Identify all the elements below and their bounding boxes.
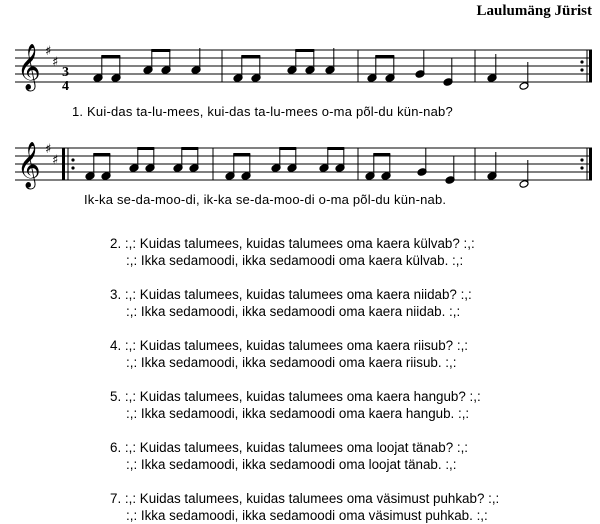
beam <box>137 147 154 150</box>
sharp-icon: ♯ <box>52 153 59 168</box>
beam <box>233 153 250 156</box>
verse-4 <box>110 337 468 371</box>
sharp-icon: ♯ <box>52 55 59 70</box>
treble-clef-icon: 𝄞 <box>17 142 41 188</box>
beam <box>279 147 296 150</box>
lyrics-line-1: 1. Kui-das ta-lu-mees, kui-das ta-lu-mees o-ma põl-du kün-nab? <box>72 104 453 119</box>
repeat-dot <box>71 166 74 169</box>
beam <box>327 147 344 150</box>
repeat-dot <box>580 68 583 71</box>
time-signature-top: 3 <box>62 65 69 80</box>
time-signature-bottom: 4 <box>62 79 69 94</box>
beam <box>375 55 394 58</box>
beam <box>181 147 198 150</box>
verse-answer: :,: Ikka sedamoodi, ikka sedamoodi oma kaera riisub. :,: <box>126 355 457 370</box>
verse-question: 2. :,: Kuidas talumees, kuidas talumees oma kaera külvab? :,: <box>110 236 475 251</box>
verse-3 <box>110 286 472 320</box>
sharp-icon: ♯ <box>45 142 52 157</box>
repeat-dot <box>71 158 74 161</box>
bar-line <box>62 148 65 180</box>
beam <box>151 49 170 52</box>
repeat-dot <box>580 158 583 161</box>
repeat-dot <box>580 60 583 63</box>
verse-answer: :,: Ikka sedamoodi, ikka sedamoodi oma loojat tänab. :,: <box>126 457 457 472</box>
beam <box>93 153 110 156</box>
beam <box>241 55 260 58</box>
bar-line <box>589 148 592 180</box>
verse-question: 5. :,: Kuidas talumees, kuidas talumees oma kaera hangub? :,: <box>110 389 481 404</box>
verse-answer: :,: Ikka sedamoodi, ikka sedamoodi oma väsimust puhkab. :,: <box>126 508 488 523</box>
verse-7 <box>110 490 499 524</box>
verse-question: 4. :,: Kuidas talumees, kuidas talumees oma kaera riisub? :,: <box>110 338 469 353</box>
verse-answer: :,: Ikka sedamoodi, ikka sedamoodi oma kaera külvab. :,: <box>126 253 464 268</box>
song-title: Laulumäng Jürist <box>476 3 592 19</box>
beam <box>373 153 390 156</box>
verse-question: 7. :,: Kuidas talumees, kuidas talumees oma väsimust puhkab? :,: <box>110 491 500 506</box>
bar-line <box>589 50 592 82</box>
sharp-icon: ♯ <box>45 44 52 59</box>
verse-answer: :,: Ikka sedamoodi, ikka sedamoodi oma kaera hangub. :,: <box>126 406 470 421</box>
verse-question: 6. :,: Kuidas talumees, kuidas talumees oma loojat tänab? :,: <box>110 440 469 455</box>
treble-clef-icon: 𝄞 <box>17 44 41 90</box>
staff-1 <box>15 44 592 92</box>
verse-2 <box>110 235 475 269</box>
lyrics-line-2: Ik-ka se-da-moo-di, ik-ka se-da-moo-di o-ma põl-du kün-nab. <box>84 192 447 207</box>
verse-answer: :,: Ikka sedamoodi, ikka sedamoodi oma kaera niidab. :,: <box>126 304 461 319</box>
verse-question: 3. :,: Kuidas talumees, kuidas talumees oma kaera niidab? :,: <box>110 287 472 302</box>
verse-6 <box>110 439 468 473</box>
beam <box>295 49 314 52</box>
beam <box>101 55 120 58</box>
verse-5 <box>110 388 481 422</box>
staff-2 <box>15 142 592 190</box>
repeat-dot <box>580 166 583 169</box>
